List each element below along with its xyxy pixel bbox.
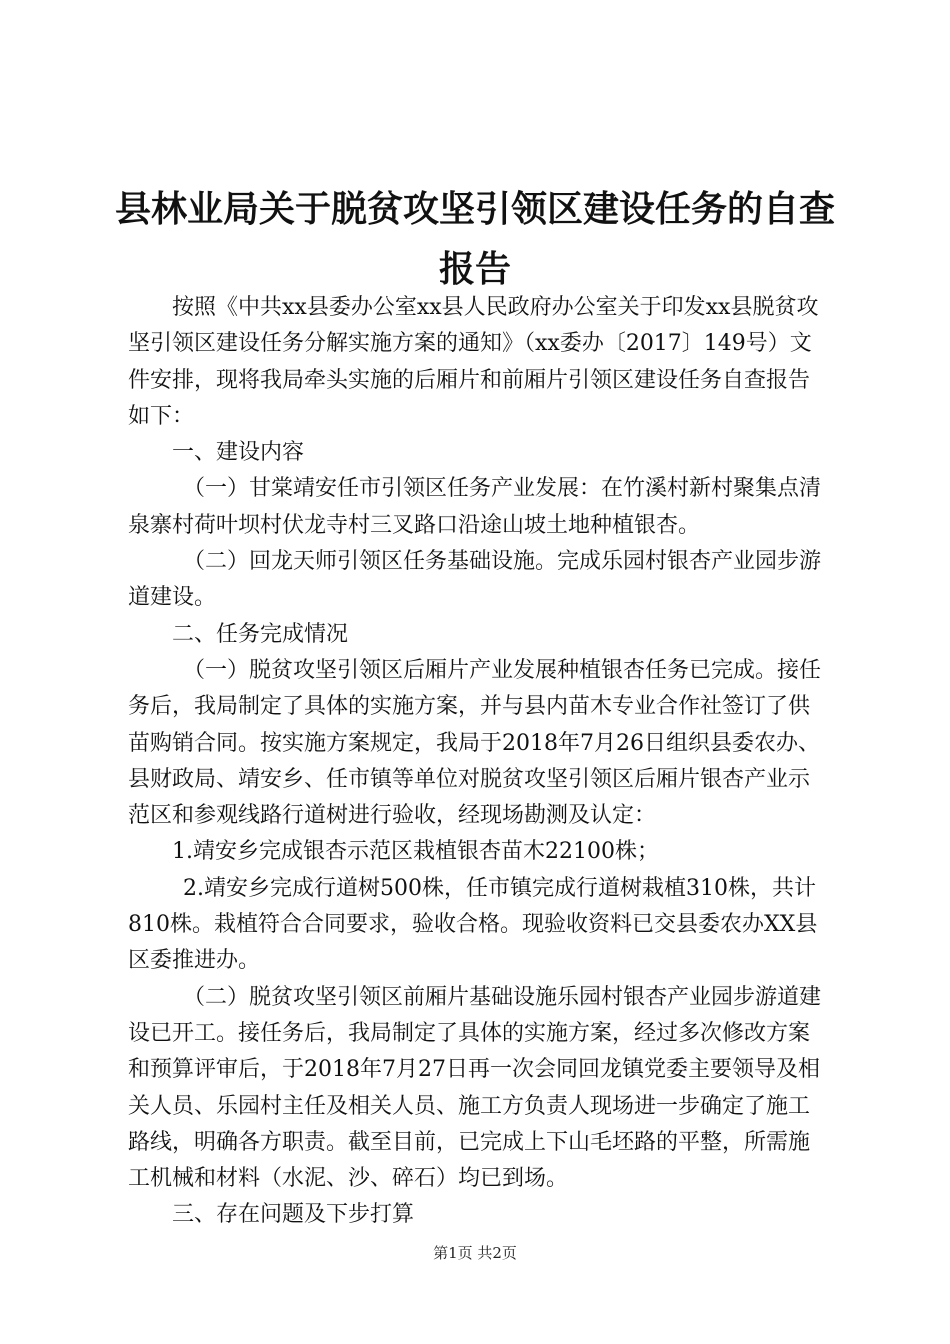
completion-item-1: （一）脱贫攻坚引领区后厢片产业发展种植银杏任务已完成。接任务后，我局制定了具体的实施方案，并与县内苗木专业合作社签订了供苗购销合同。按实施方案规定，我局于2018年7月26日组织县委农办、县财政局、靖安乡、任市镇等单位对脱贫攻坚引领区后厢片银杏产业示范区和参观线路行道树进行验收，经现场勘测及认定： <box>128 657 822 829</box>
construction-item-1: （一）甘棠靖安任市引领区任务产业发展：在竹溪村新村聚集点清泉寨村荷叶坝村伏龙寺村三叉路口沿途山坡土地种植银杏。 <box>128 476 822 538</box>
document-title-line-2: 报告 <box>438 249 511 290</box>
intro-paragraph: 按照《中共xx县委办公室xx县人民政府办公室关于印发xx县脱贫攻坚引领区建设任务分解实施方案的通知》（xx委办〔2017〕149号）文件安排，现将我局牵头实施的后厢片和前厢片引领区建设任务自查报告如下： <box>128 295 819 429</box>
completion-point-2: 2.靖安乡完成行道树500株，任市镇完成行道树栽植310株，共计810株。栽植符合合同要求，验收合格。现验收资料已交县委农办XX县区委推进办。 <box>128 875 818 974</box>
document-body <box>128 290 828 1234</box>
completion-point-1: 1.靖安乡完成银杏示范区栽植银杏苗木22100株； <box>172 839 659 865</box>
construction-item-2: （二）回龙天师引领区任务基础设施。完成乐园村银杏产业园步游道建设。 <box>128 549 822 611</box>
completion-item-2: （二）脱贫攻坚引领区前厢片基础设施乐园村银杏产业园步游道建设已开工。接任务后，我局制定了具体的实施方案，经过多次修改方案和预算评审后，于2018年7月27日再一次会同回龙镇党委主要领导及相关人员、乐园村主任及相关人员、施工方负责人现场进一步确定了施工路线，明确各方职责。截至目前，已完成上下山毛坯路的平整，所需施工机械和材料（水泥、沙、碎石）均已到场。 <box>128 984 822 1192</box>
section-heading-task-completion: 二、任务完成情况 <box>172 621 349 647</box>
document-title-line-1: 县林业局关于脱贫攻坚引领区建设任务的自查 <box>114 189 835 230</box>
page-footer: 第1页 共2页 <box>433 1244 517 1262</box>
section-heading-problems-next-steps: 三、存在问题及下步打算 <box>172 1202 415 1228</box>
section-heading-construction-content: 一、建设内容 <box>172 440 305 466</box>
